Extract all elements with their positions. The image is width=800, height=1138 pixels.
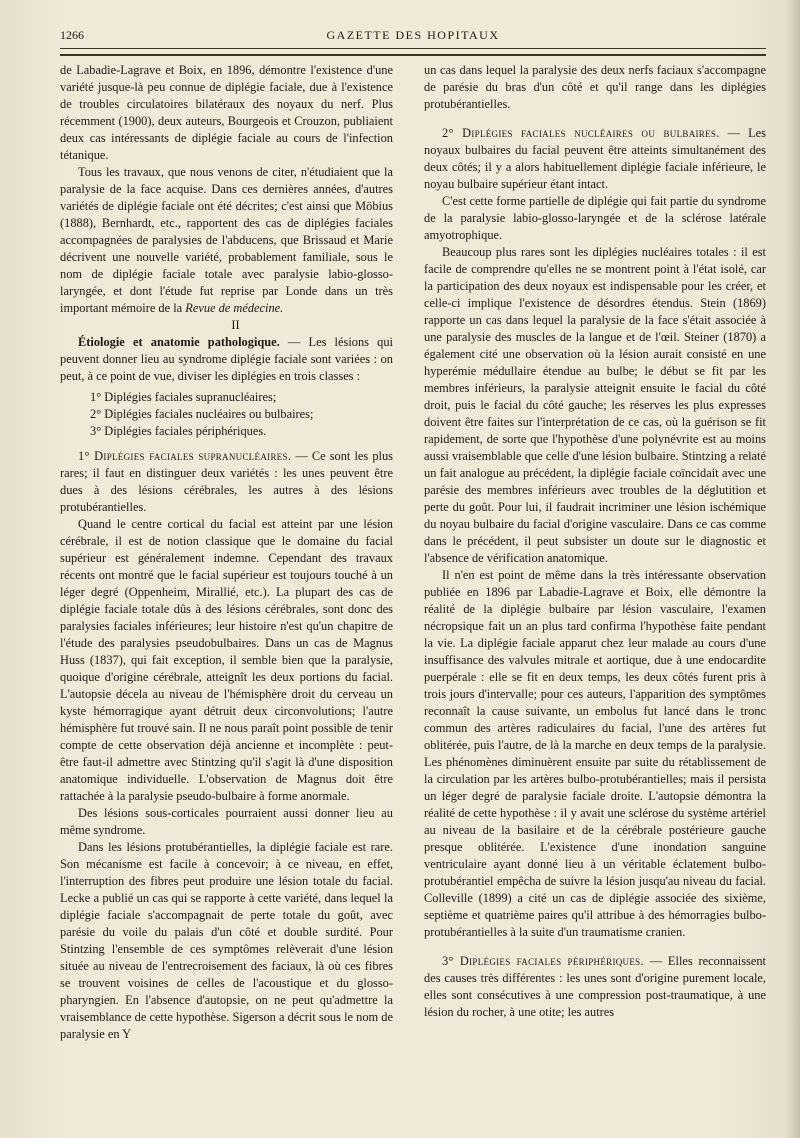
paragraph: Étiologie et anatomie pathologique. — Les lésions qui peuvent donner lieu au syndrome diplégie faciale sont variées : on peut, à ce point de vue, diviser les diplégies en trois classes : — [60, 335, 393, 383]
publication-title: GAZETTE DES HOPITAUX — [326, 28, 500, 42]
paragraph: C'est cette forme partielle de diplégie qui fait partie du syndrome de la paralysie labio-glosso-laryngée et de la sclérose latérale amyotrophique. — [424, 194, 766, 242]
paragraph: de Labadie-Lagrave et Boix, en 1896, démontre l'existence d'une variété jusque-là peu connue de diplégie faciale, due à l'existence de troubles circulatoires bilatéraux des noyaux du nerf. Plus récemment (1900), deux auteurs, Bourgeois et Crouzon, publiaient deux cas intéressants de diplégie faciale au cours de l'infection tétanique. — [60, 63, 393, 162]
paragraph: Tous les travaux, que nous venons de citer, n'étudiaient que la paralysie de la face acquise. Dans ces dernières années, d'autres variétés de diplégie faciale ont été décrites; c'est ainsi que Möbius (1888), Bernhardt, etc., rapportent des cas de diplégies faciales accompagnées de paralysies de l'abducens, que Brissaud et Marie décrivent une nouvelle variété, probablement familiale, sous le nom de diplégie faciale totale avec paralysie labio-glosso-laryngée, et dont l'étude fut reprise par Londe dans un très important mémoire de la Revue de médecine. — [60, 165, 393, 315]
paragraph: 2° Diplégies faciales nucléaires ou bulbaires. — Les noyaux bulbaires du facial peuvent être atteints simultanément des deux côtés; il y a alors habituellement diplégie faciale inférieure, le noyau bulbaire supérieur étant intact. — [424, 126, 766, 191]
left-column — [60, 62, 393, 1043]
list-item: 3° Diplégies faciales périphériques. — [90, 424, 267, 438]
section-heading: Étiologie et anatomie pathologique. — [78, 335, 280, 349]
paragraph: un cas dans lequel la paralysie des deux nerfs faciaux s'accompagne de parésie du bras d'un côté et qu'il range dans les diplégies protubérantielles. — [424, 63, 766, 111]
paragraph: Des lésions sous-corticales pourraient aussi donner lieu au même syndrome. — [60, 806, 393, 837]
subsection-heading: 2° Diplégies faciales nucléaires ou bulbaires. — [442, 126, 720, 140]
paragraph: Dans les lésions protubérantielles, la diplégie faciale est rare. Son mécanisme est facile à concevoir; à ce niveau, en effet, l'interruption des fibres peut produire une lésion totale du facial. Lecke a publié un cas qui se rapporte à cette variété, dans lequel la diplégie faciale s'accompagnait de perte totale du goût, avec parésie du voile du palais d'un côté et double surdité. Pour Stintzing l'ensemble de ces symptômes relèverait d'une lésion située au niveau de l'entrecroisement des faciaux, là où ces fibres se trouvent voisines de celles de l'acoustique et du glosso-pharyngien. En l'absence d'autopsie, on ne peut qu'admettre la vraisemblance de cette hypothèse. Sigerson a décrit sous le nom de paralysie en Y — [60, 840, 393, 1041]
journal-title: Revue de médecine. — [185, 301, 284, 315]
right-column — [424, 62, 766, 1021]
subsection-heading: 3° Diplégies faciales périphériques. — [442, 954, 644, 968]
paragraph: 3° Diplégies faciales périphériques. — Elles reconnaissent des causes très différentes : les unes sont d'origine purement locale, elles sont consécutives à une compression post-traumatique, à une lésion du rocher, à une otite; les autres — [424, 954, 766, 1019]
page-number: 1266 — [60, 28, 84, 42]
page-edge-shadow — [786, 0, 800, 1138]
paragraph: 1° Diplégies faciales supranucléaires. — Ce sont les plus rares; il faut en distinguer deux variétés : les unes peuvent être dues à des lésions cérébrales, les autres à des lésions protubérantielles. — [60, 449, 393, 514]
section-numeral: II — [231, 318, 240, 332]
header-rule-thin — [60, 48, 766, 49]
paragraph: Quand le centre cortical du facial est atteint par une lésion cérébrale, il est de notion classique que le domaine du facial supérieur est généralement indemne. Cependant des travaux récents ont montré que le facial supérieur est toujours touché à un léger degré (Oppenheim, Mirallié, etc.). La plupart des cas de diplégie faciale totale dûs à des lésions cérébrales, sont donc des paralysies faciales inférieures; leur histoire n'est qu'un chapitre de l'étude des paralysies pseudobulbaires. Dans un cas de Magnus Huss (1837), qui fait exception, il semble bien que la paralysie, quoique d'origine cérébrale, atteignît les deux portions du facial. L'autopsie décela au niveau de l'hémisphère droit du cerveau un kyste hémorragique ayant détruit deux circonvolutions; l'autre hémisphère fut trouvé sain. Il ne nous paraît point possible de tenir compte de cette observation déjà ancienne et incomplète : peut-être faut-il admettre avec Stintzing qu'il s'agit là d'une disposition anatomique individuelle. L'observation de Magnus doit être rattachée à la paralysie pseudo-bulbaire à forme anormale. — [60, 517, 393, 803]
subsection-heading: 1° Diplégies faciales supranucléaires. — [78, 449, 292, 463]
paragraph: Il n'en est point de même dans la très intéressante observation publiée en 1896 par Labadie-Lagrave et Boix, elle démontre la réalité de la diplégie bulbaire par lésion vasculaire, l'examen nécropsique fait un an plus tard confirma l'hypothèse faite pendant la vie. La diplégie faciale apparut chez leur malade au cours d'une insuffisance des valvules mitrale et aortique, due à une endocardite puerpérale : elle se fit en deux temps, les deux côtés furent pris à trois jours d'intervalle; pour ces auteurs, l'apparition des symptômes reconnaît la cause suivante, un embolus fut lancé dans le tronc commun des artères radiculaires du facial, l'une des artères fut oblitérée, puis l'autre, de là la marche en deux temps de la paralysie. Les phénomènes diminuèrent ensuite par suite du rétablissement de la circulation par les artères bulbo-protubérantielles; mais il persista un léger degré de paralysie faciale droite. L'autopsie démontra la réalité de cette hypothèse : il y avait une sclérose du système artériel au niveau de la basilaire et de la cérébrale postérieure gauche presque oblitérée. L'existence d'une inondation sanguine ventriculaire ayant donné lieu à un véritable éclatement bulbo-protubérantiel empêcha de suivre la lésion jusqu'au niveau du facial. Colleville (1899) a cité un cas de diplégie associée des sixième, septième et quatrième paires qu'il attribue à des hémorragies bulbo-protubérantielles à la suite d'un traumatisme cranien. — [424, 568, 766, 939]
header-rule-thick — [60, 54, 766, 56]
paragraph: Beaucoup plus rares sont les diplégies nucléaires totales : il est facile de comprendre qu'elles ne se montrent point à l'état isolé, car la participation des deux noyaux est indispensable pour les créer, et celle-ci implique l'existence de désordres étendus. Stein (1869) rapporte un cas dans lequel la paralysie de la face s'était associée à une paralysie des muscles de la langue et de l'œil. Steiner (1870) a également cité une observation où la lésion aurait consisté en une hyperémie médullaire étendue au bulbe; le début se fit par les membres inférieurs, la paralysie atteignit ensuite le facial du côté droit, puis le facial du côté gauche; les réserves les plus expresses doivent être faites sur l'interprétation de ce cas, où la guérison se fit rapidement, de sorte que l'hypothèse d'une polynévrite est au moins aussi vraisemblable que celle d'une lésion bulbaire. Stintzing a relaté un fait analogue au précédent, la diplégie faciale coïncidait avec une parésie des membres inférieurs avec troubles de la déglutition et perte du goût. Pour lui, il faudrait incriminer une lésion ischémique du noyau bulbaire du facial d'origine vasculaire. Dans ce cas comme dans le précédent, il peut subsister un doute sur le diagnostic et l'absence de vérification anatomique. — [424, 245, 766, 565]
list-item: 1° Diplégies faciales supranucléaires; — [90, 390, 277, 404]
running-header — [60, 26, 766, 46]
classification-list — [60, 389, 393, 440]
list-item: 2° Diplégies faciales nucléaires ou bulbaires; — [90, 407, 314, 421]
